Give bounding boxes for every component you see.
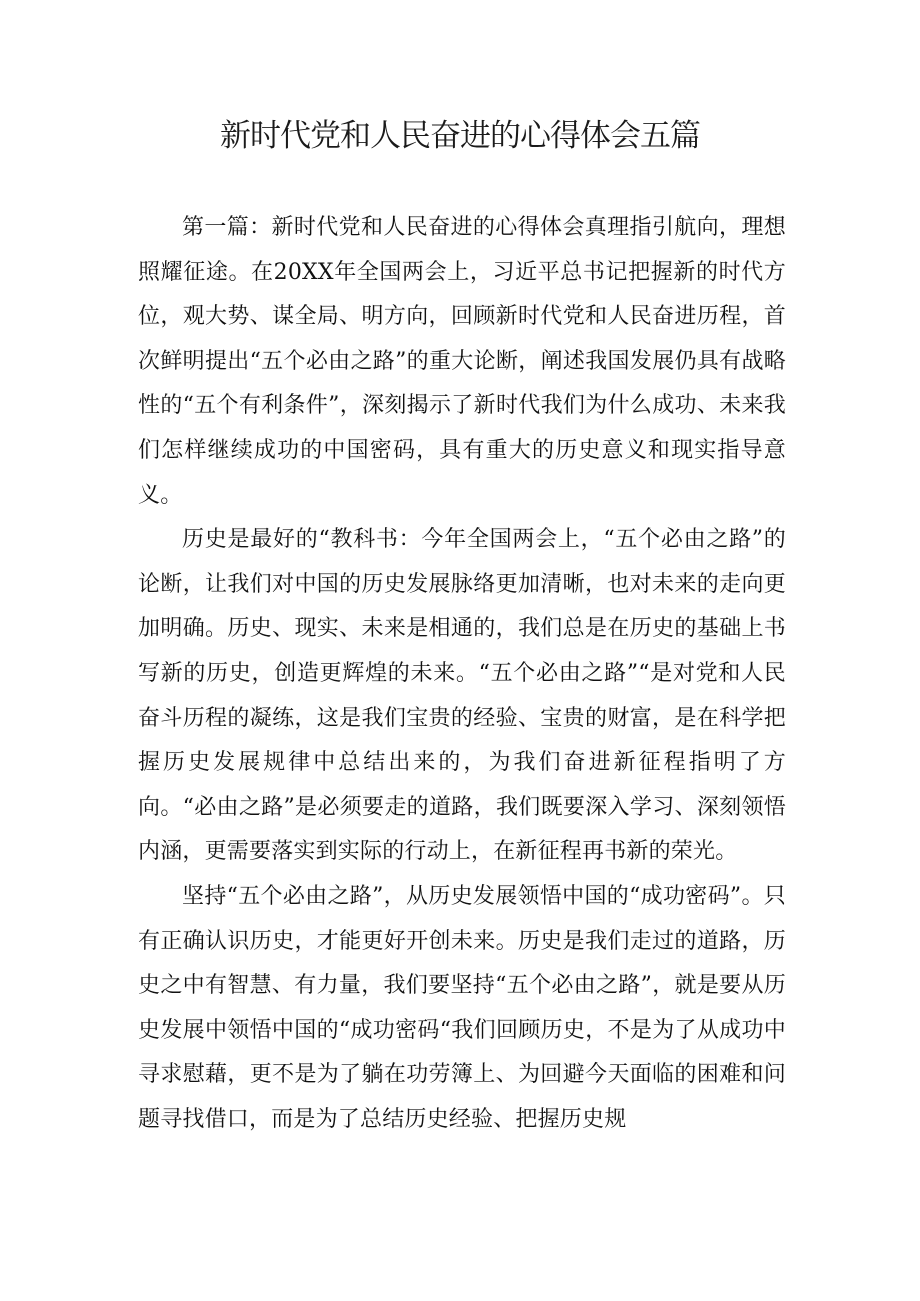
paragraph-3: 坚持“五个必由之路”，从历史发展领悟中国的“成功密码”。只有正确认识历史，才能更好开创未来。历史是我们走过的道路，历史之中有智慧、有力量，我们要坚持“五个必由之路”，就是要从历史发展中领悟中国的“成功密码“我们回顾历史，不是为了从成功中寻求慰藉，更不是为了躺在功劳簿上、为回避今天面临的困难和问题寻找借口，而是为了总结历史经验、把握历史规 [138,883,786,1132]
document-body [138,206,786,1142]
document-title: 新时代党和人民奋进的心得体会五篇 [220,118,700,154]
paragraph-1: 第一篇：新时代党和人民奋进的心得体会真理指引航向，理想照耀征途。在20XX年全国两会上，习近平总书记把握新的时代方位，观大势、谋全局、明方向，回顾新时代党和人民奋进历程，首次鲜明提出“五个必由之路”的重大论断，阐述我国发展仍具有战略性的“五个有利条件”，深刻揭示了新时代我们为什么成功、未来我们怎样继续成功的中国密码，具有重大的历史意义和现实指导意义。 [138,215,786,508]
paragraph-2: 历史是最好的“教科书：今年全国两会上，“五个必由之路”的论断，让我们对中国的历史发展脉络更加清晰，也对未来的走向更加明确。历史、现实、未来是相通的，我们总是在历史的基础上书写新的历史，创造更辉煌的未来。“五个必由之路”“是对党和人民奋斗历程的凝练，这是我们宝贵的经验、宝贵的财富，是在科学把握历史发展规律中总结出来的，为我们奋进新征程指明了方向。“必由之路”是必须要走的道路，我们既要深入学习、深刻领悟内涵，更需要落实到实际的行动上，在新征程再书新的荣光。 [138,527,786,865]
